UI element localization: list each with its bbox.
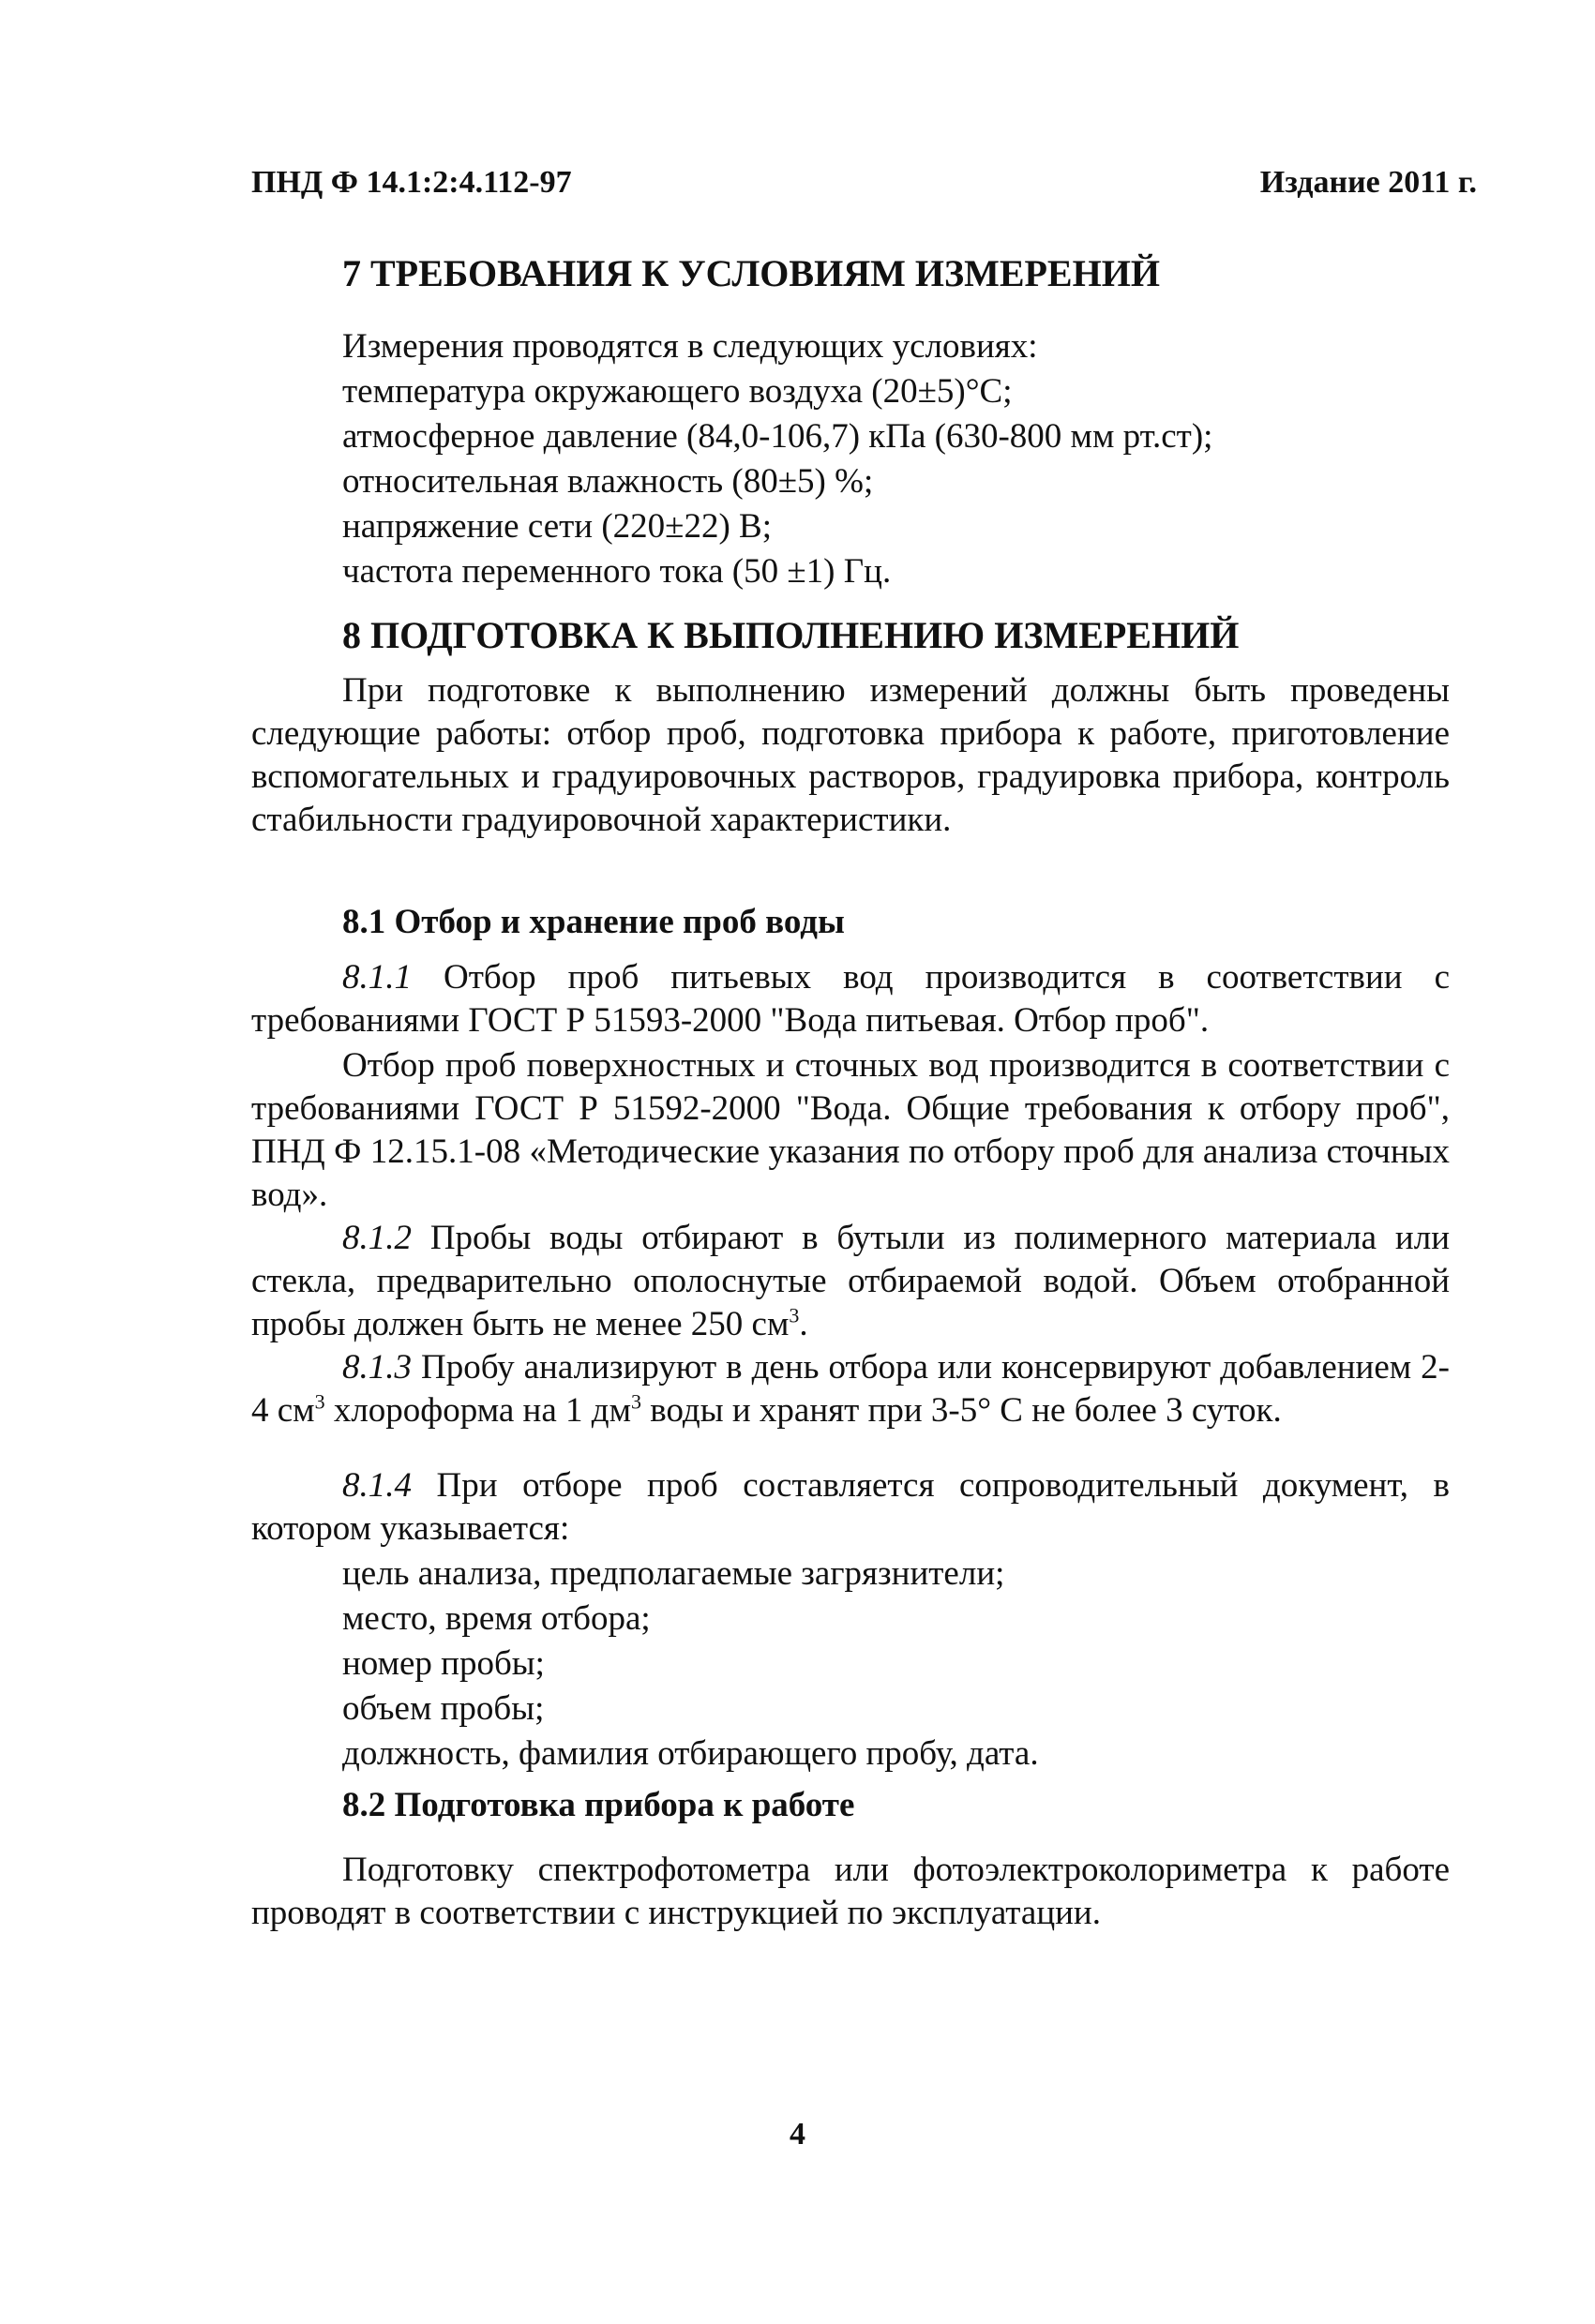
clause-text: воды и хранят при 3-5° С не более 3 суток. <box>641 1391 1282 1430</box>
document-code: ПНД Ф 14.1:2:4.112-97 <box>251 165 572 200</box>
condition-line: относительная влажность (80±5) %; <box>342 462 874 501</box>
condition-line: температура окружающего воздуха (20±5)°С; <box>342 372 1013 411</box>
paragraph-8-1-1 <box>251 956 1450 1042</box>
superscript: 3 <box>631 1389 642 1414</box>
clause-text: хлороформа на 1 дм <box>324 1391 632 1430</box>
page-number: 4 <box>790 2117 805 2152</box>
list-item: цель анализа, предполагаемые загрязнители; <box>342 1554 1005 1593</box>
measurement-conditions-list <box>342 324 1449 594</box>
paragraph-8-2: Подготовку спектрофотометра или фотоэлектроколориметра к работе проводят в соответствии с инструкцией по эксплуатации. <box>251 1851 1450 1932</box>
subsection-8-1-title: 8.1 Отбор и хранение проб воды <box>342 903 845 941</box>
section-8-intro: При подготовке к выполнению измерений должны быть проведены следующие работы: отбор проб, подготовка прибора к работе, приготовление вспомогательных и градуировочных растворов, градуировка прибора, контроль стабильности градуировочной характеристики. <box>251 671 1450 839</box>
clause-number: 8.1.1 <box>342 958 412 997</box>
list-item: номер пробы; <box>342 1644 545 1683</box>
clause-number: 8.1.2 <box>342 1219 412 1257</box>
paragraph-8-1-3 <box>251 1346 1450 1432</box>
clause-number: 8.1.4 <box>342 1466 412 1505</box>
condition-line: напряжение сети (220±22) В; <box>342 507 773 546</box>
list-item: объем пробы; <box>342 1689 545 1728</box>
clause-text: При отборе проб составляется сопроводительный документ, в котором указывается: <box>251 1466 1450 1548</box>
condition-line: Измерения проводятся в следующих условиях: <box>342 327 1038 366</box>
superscript: 3 <box>314 1389 325 1414</box>
clause-end: . <box>799 1305 808 1343</box>
clause-text: Пробу анализируют в день отбора или консервируют добавлением 2-4 см <box>251 1348 1450 1430</box>
clause-number: 8.1.3 <box>342 1348 412 1387</box>
section-7-title: 7 ТРЕБОВАНИЯ К УСЛОВИЯМ ИЗМЕРЕНИЙ <box>342 252 1160 294</box>
subsection-8-2-title: 8.2 Подготовка прибора к работе <box>342 1786 855 1824</box>
paragraph-surface-water: Отбор проб поверхностных и сточных вод производится в соответствии с требованиями ГОСТ Р 51592-2000 "Вода. Общие требования к отбору проб", ПНД Ф 12.15.1-08 «Методические указания по отбору проб для анализа сточных вод». <box>251 1046 1450 1214</box>
condition-line: частота переменного тока (50 ±1) Гц. <box>342 552 892 591</box>
section-8-title: 8 ПОДГОТОВКА К ВЫПОЛНЕНИЮ ИЗМЕРЕНИЙ <box>342 614 1240 656</box>
clause-text: Пробы воды отбирают в бутыли из полимерного материала или стекла, предварительно ополоснутые отбираемой водой. Объем отобранной пробы должен быть не менее 250 см <box>251 1219 1450 1343</box>
accompanying-document-list <box>342 1552 1449 1777</box>
condition-line: атмосферное давление (84,0-106,7) кПа (630-800 мм рт.ст); <box>342 417 1213 456</box>
paragraph-8-1-2 <box>251 1217 1450 1346</box>
superscript: 3 <box>789 1303 800 1327</box>
list-item: должность, фамилия отбирающего пробу, дата. <box>342 1734 1039 1773</box>
edition-label: Издание 2011 г. <box>1259 165 1477 200</box>
clause-text: Отбор проб питьевых вод производится в соответствии с требованиями ГОСТ Р 51593-2000 "Вода питьевая. Отбор проб". <box>251 958 1450 1040</box>
list-item: место, время отбора; <box>342 1599 651 1638</box>
paragraph-8-1-4 <box>251 1464 1450 1551</box>
